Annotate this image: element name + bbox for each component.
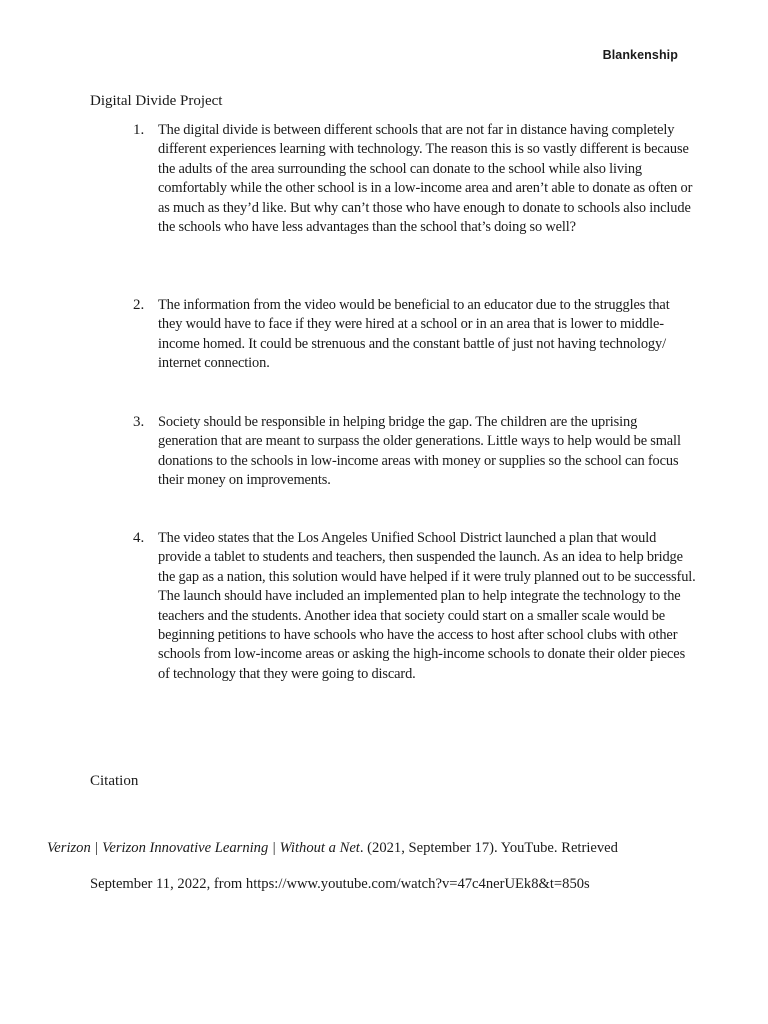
list-item-number: 1. bbox=[133, 122, 145, 138]
list-item-text: Society should be responsible in helping bridge the gap. The children are the uprising generation that are meant to surpass the older generations. Little ways to help would be small donations to the schools in low-income areas with money or supplies so the school can focus their money on improvements. bbox=[158, 414, 681, 489]
document-title: Digital Divide Project bbox=[90, 93, 223, 109]
citation-source-title: Verizon | Verizon Innovative Learning | Without a Net bbox=[47, 840, 360, 856]
list-item-number: 4. bbox=[133, 530, 145, 546]
list-item-text: The information from the video would be beneficial to an educator due to the struggles that they would have to face if they were hired at a school or in an area that is lower to middle-income homed. It could be strenuous and the constant battle of just not having technology/ internet connection. bbox=[158, 297, 670, 372]
list-item-number: 2. bbox=[133, 297, 145, 313]
citation-reference bbox=[47, 840, 618, 857]
header-author-name: Blankenship bbox=[602, 48, 678, 62]
list-item-number: 3. bbox=[133, 414, 145, 430]
citation-heading: Citation bbox=[90, 773, 139, 789]
list-item-text: The digital divide is between different schools that are not far in distance having completely different experiences learning with technology. The reason this is so vastly different is because the adults of the area surrounding the school can donate to the school while also living comfortably while the other school is in a low-income area and aren’t able to donate as often or as much as they’d like. But why can’t those who have enough to donate to schools also include the schools who have less advantages than the school that’s doing so well? bbox=[158, 122, 693, 236]
citation-source-details: . (2021, September 17). YouTube. Retrieved bbox=[359, 840, 618, 856]
citation-retrieved-line: September 11, 2022, from https://www.youtube.com/watch?v=47c4nerUEk8&t=850s bbox=[90, 876, 590, 892]
list-item-text: The video states that the Los Angeles Unified School District launched a plan that would provide a tablet to students and teachers, then suspended the launch. As an idea to help bridge the gap as a nation, this solution would have helped if it were truly planned out to be successful. The launch should have included an implemented plan to help integrate the technology to the teachers and the students. Another idea that society could start on a smaller scale would be beginning petitions to have schools who have the access to host after school clubs with other schools from low-income areas or asking the high-income schools to donate their older pieces of technology that they were going to discard. bbox=[158, 530, 696, 682]
